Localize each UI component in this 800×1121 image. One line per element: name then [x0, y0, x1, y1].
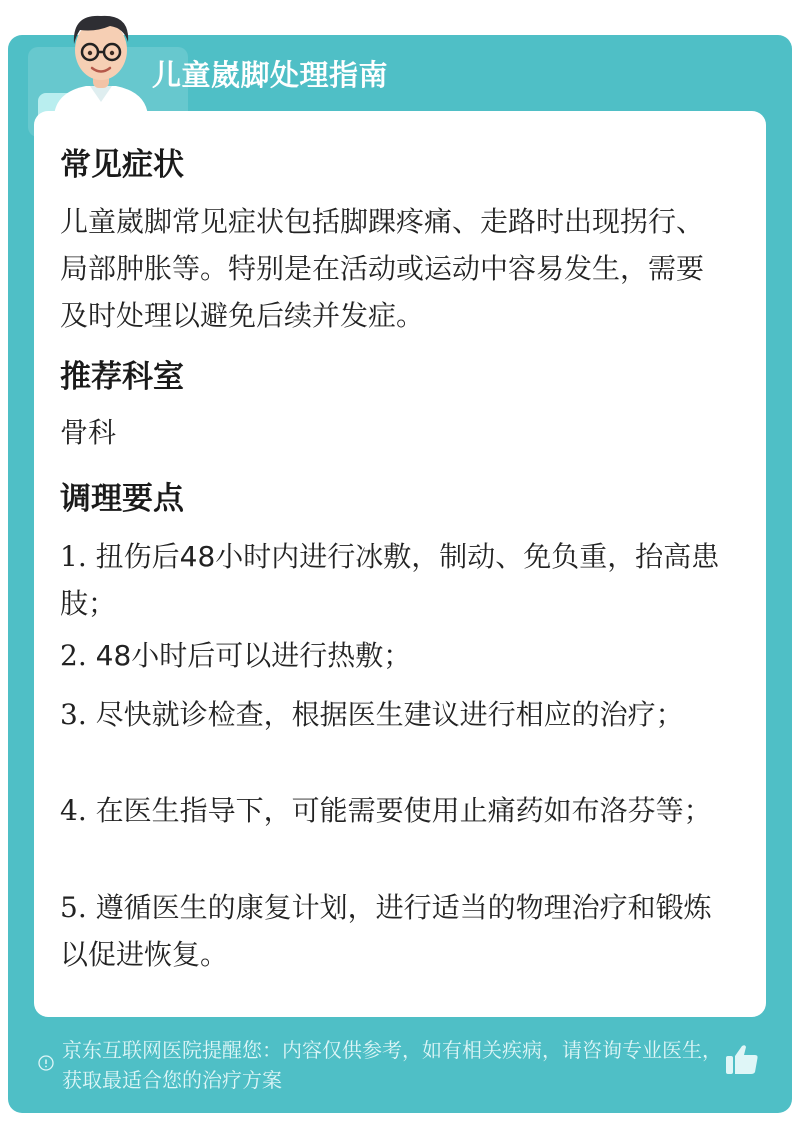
- list-item: [60, 691, 730, 738]
- list-item: [60, 787, 730, 834]
- list-item-number: 1.: [60, 540, 87, 573]
- content-card: [34, 111, 766, 1017]
- section-heading-department: 推荐科室: [60, 359, 184, 395]
- disclaimer-text: 京东互联网医院提醒您：内容仅供参考，如有相关疾病，请咨询专业医生，获取最适合您的治疗方案: [62, 1038, 722, 1092]
- section-heading-care-tips: 调理要点: [60, 481, 184, 517]
- list-item-number: 2.: [60, 639, 87, 672]
- list-item-text: 尽快就诊检查，根据医生建议进行相应的治疗；: [95, 698, 684, 731]
- list-item-text: 在医生指导下，可能需要使用止痛药如布洛芬等；: [95, 794, 712, 827]
- list-item-text: 扭伤后48小时内进行冰敷，制动、免负重，抬高患肢；: [60, 540, 720, 620]
- doctor-avatar: [46, 6, 156, 116]
- list-item: [60, 533, 730, 627]
- list-item-number: 3.: [60, 698, 87, 731]
- section-body-department: 骨科: [60, 416, 117, 449]
- section-heading-symptoms: 常见症状: [60, 147, 184, 183]
- list-item: [60, 884, 730, 978]
- list-item-number: 5.: [60, 891, 87, 924]
- info-icon: [38, 1055, 54, 1071]
- list-item-number: 4.: [60, 794, 87, 827]
- section-body-symptoms: 儿童崴脚常见症状包括脚踝疼痛、走路时出现拐行、局部肿胀等。特别是在活动或运动中容易发生，需要及时处理以避免后续并发症。: [60, 205, 705, 332]
- list-item-text: 48小时后可以进行热敷；: [95, 639, 412, 672]
- list-item-text: 遵循医生的康复计划，进行适当的物理治疗和锻炼以促进恢复。: [60, 891, 712, 971]
- list-item: [60, 632, 730, 679]
- thumbs-up-icon[interactable]: [724, 1043, 760, 1077]
- page-title: 儿童崴脚处理指南: [152, 58, 389, 92]
